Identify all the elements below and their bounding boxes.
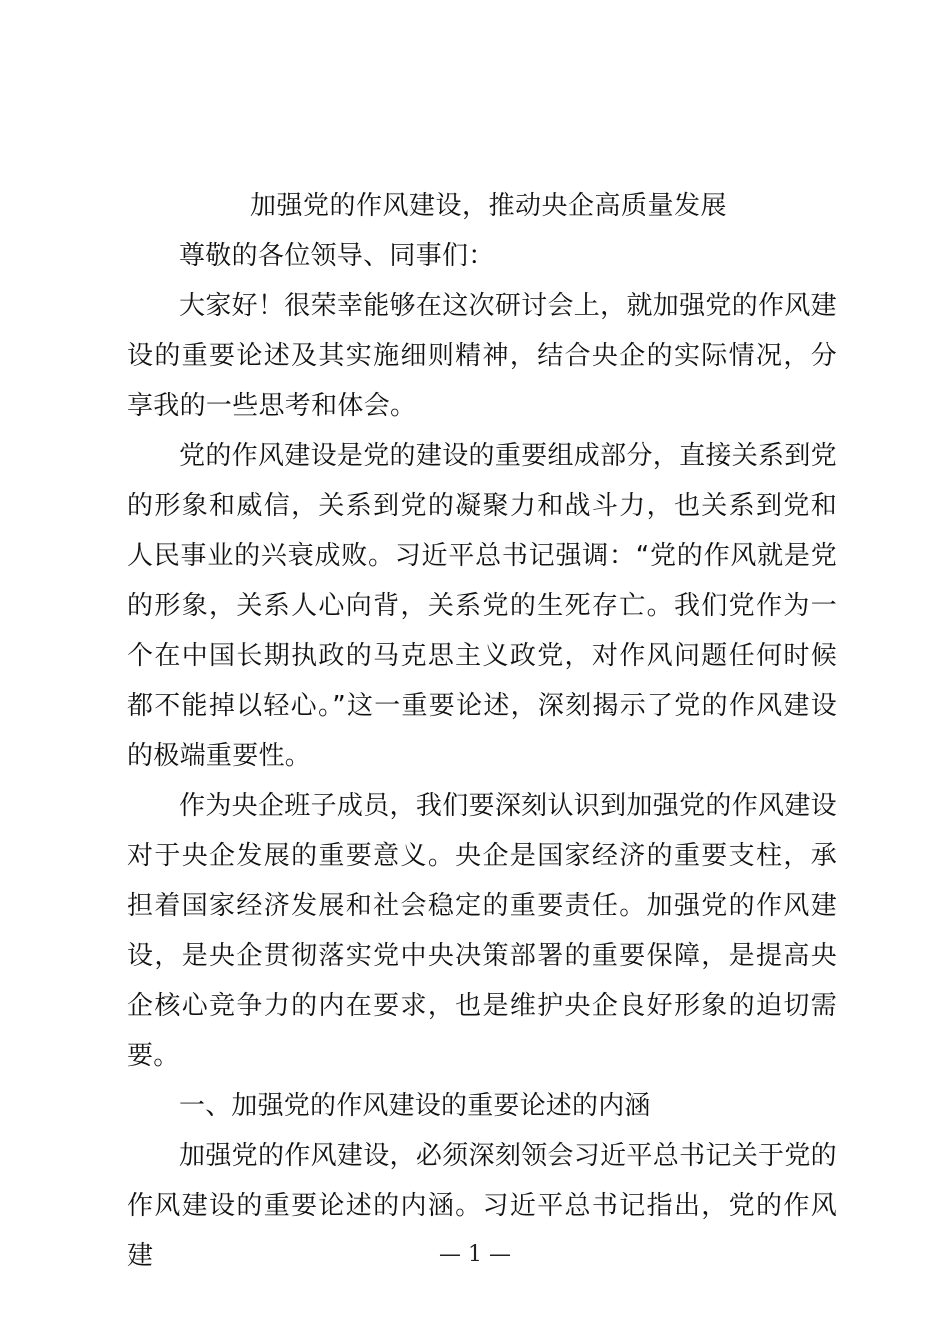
body-paragraph: 党的作风建设是党的建设的重要组成部分，直接关系到党的形象和威信，关系到党的凝聚力和战斗力，也关系到党和人民事业的兴衰成败。习近平总书记强调：“党的作风就是党的形象，关系人心向背，关系党的生死存亡。我们党作为一个在中国长期执政的马克思主义政党，对作风问题任何时候都不能掉以轻心。”这一重要论述，深刻揭示了党的作风建设的极端重要性。 (127, 441, 837, 771)
document-body (127, 231, 837, 1281)
opening-paragraph: 大家好！很荣幸能够在这次研讨会上，就加强党的作风建设的重要论述及其实施细则精神，结合央企的实际情况，分享我的一些思考和体会。 (127, 291, 837, 421)
body-paragraph: 加强党的作风建设，必须深刻领会习近平总书记关于党的作风建设的重要论述的内涵。习近平总书记指出，党的作风建 (127, 1141, 837, 1271)
section-heading: 一、加强党的作风建设的重要论述的内涵 (179, 1091, 651, 1121)
body-paragraph: 作为央企班子成员，我们要深刻认识到加强党的作风建设对于央企发展的重要意义。央企是国家经济的重要支柱，承担着国家经济发展和社会稳定的重要责任。加强党的作风建设，是央企贯彻落实党中央决策部署的重要保障，是提高央企核心竞争力的内在要求，也是维护央企良好形象的迫切需要。 (127, 791, 837, 1071)
document-title: 加强党的作风建设，推动央企高质量发展 (250, 191, 728, 221)
salutation-paragraph: 尊敬的各位领导、同事们： (179, 241, 495, 271)
page-number: — 1 — (439, 1242, 511, 1267)
